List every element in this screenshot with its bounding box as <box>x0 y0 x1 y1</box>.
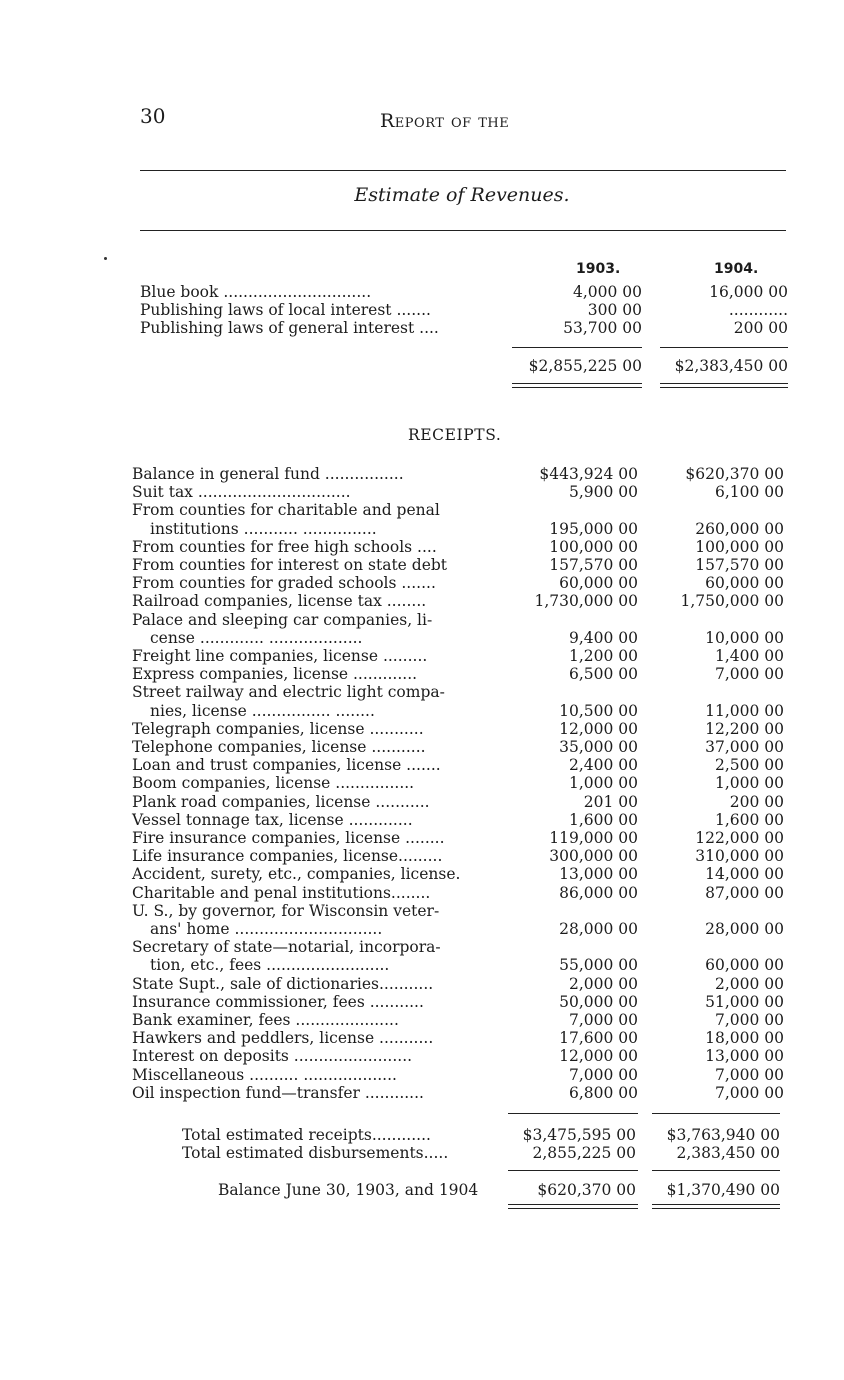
receipt-row-label: Palace and sleeping car companies, li- <box>132 610 433 629</box>
top-item-row-label: Publishing laws of local interest ....... <box>140 301 431 319</box>
receipt-row-label: Freight line companies, license ......... <box>132 647 428 665</box>
stray-mark <box>104 257 107 260</box>
total-row-value-1903: $3,475,595 00 <box>522 1126 636 1144</box>
receipt-row-value-1904: 7,000 00 <box>714 1011 784 1029</box>
receipt-row-value-1904: 51,000 00 <box>705 992 784 1011</box>
receipt-row-value-1903: 201 00 <box>583 792 638 811</box>
receipt-row <box>132 1011 784 1029</box>
receipt-row-value-1904: 11,000 00 <box>705 701 784 720</box>
receipt-row <box>132 902 784 920</box>
total-row <box>140 1144 780 1162</box>
receipt-row-label: Interest on deposits ........................ <box>132 1047 413 1066</box>
balance-1904: $1,370,490 00 <box>666 1181 780 1199</box>
receipt-row <box>132 1084 784 1102</box>
double-rule-final-1904-a <box>652 1204 780 1205</box>
top-item-row <box>140 301 788 319</box>
receipt-row-label: Vessel tonnage tax, license ............. <box>132 810 413 829</box>
receipt-row-label: State Supt., sale of dictionaries........... <box>132 974 434 993</box>
receipt-row-label: Miscellaneous .......... ................... <box>132 1065 397 1084</box>
receipt-row-value-1903: 86,000 00 <box>559 883 638 902</box>
receipt-row-value-1904: 7,000 00 <box>714 665 784 684</box>
top-item-row-value-1904: 200 00 <box>733 319 788 337</box>
receipt-row-value-1904: 60,000 00 <box>705 574 784 593</box>
page-number: 30 <box>140 104 166 128</box>
receipt-row-label: Plank road companies, license ........... <box>132 792 430 811</box>
top-item-row <box>140 283 788 301</box>
receipt-row <box>132 665 784 683</box>
receipt-row-value-1904: 7,000 00 <box>714 1065 784 1084</box>
receipt-row <box>132 847 784 865</box>
receipt-row-value-1904: 1,400 00 <box>714 647 784 665</box>
receipt-row <box>132 774 784 792</box>
receipt-row-value-1903: 157,570 00 <box>549 556 638 574</box>
receipt-row-label: Telegraph companies, license ........... <box>132 719 424 738</box>
receipt-row <box>132 538 784 556</box>
section-title: Estimate of Revenues. <box>354 184 570 206</box>
receipt-row <box>132 629 784 647</box>
receipt-row-value-1903: 10,500 00 <box>559 701 638 720</box>
total-row-value-1903: 2,855,225 00 <box>532 1144 636 1162</box>
receipt-row-label: ans' home .............................. <box>150 920 383 938</box>
double-rule-final-1903-a <box>508 1204 638 1205</box>
receipt-row-label: Insurance commissioner, fees ........... <box>132 992 424 1011</box>
receipt-row-label: Express companies, license ............. <box>132 665 418 684</box>
double-rule-1904-b <box>660 387 788 388</box>
receipt-row-value-1903: 1,200 00 <box>568 647 638 665</box>
receipt-row <box>132 793 784 811</box>
receipt-row-value-1903: 17,600 00 <box>559 1029 638 1048</box>
receipt-row-label: cense ............. ................... <box>150 628 363 647</box>
rule-receipts-1903 <box>508 1113 638 1114</box>
double-rule-1903-a <box>512 383 642 384</box>
receipt-row-label: Railroad companies, license tax ........ <box>132 592 427 611</box>
receipt-row-label: Charitable and penal institutions........ <box>132 883 431 902</box>
receipt-row-value-1904: 2,000 00 <box>714 974 784 993</box>
receipt-row-value-1903: 13,000 00 <box>559 865 638 884</box>
total-row <box>140 1126 780 1144</box>
receipt-row-label: From counties for charitable and penal <box>132 501 440 520</box>
receipt-row <box>132 920 784 938</box>
receipt-row <box>132 938 784 956</box>
balance-row <box>140 1181 780 1199</box>
top-item-row-value-1904: ............ <box>728 301 788 319</box>
receipt-row-value-1903: 50,000 00 <box>559 992 638 1011</box>
receipt-row <box>132 720 784 738</box>
receipt-row-value-1904: 1,600 00 <box>714 810 784 829</box>
top-total-row <box>140 357 788 375</box>
receipt-row <box>132 483 784 501</box>
receipt-row-value-1903: 1,600 00 <box>568 810 638 829</box>
top-item-row-value-1904: 16,000 00 <box>709 283 788 301</box>
receipt-row <box>132 592 784 610</box>
receipt-row-label: tion, etc., fees ......................... <box>150 956 390 975</box>
rule-receipts-1904 <box>652 1113 780 1114</box>
receipt-row-value-1904: 60,000 00 <box>705 956 784 975</box>
receipt-row-label: Secretary of state—notarial, incorpora- <box>132 938 441 957</box>
receipt-row-value-1903: 55,000 00 <box>559 956 638 975</box>
receipt-row-value-1904: 87,000 00 <box>705 883 784 902</box>
receipt-row-value-1904: 13,000 00 <box>705 1047 784 1066</box>
double-rule-1904-a <box>660 383 788 384</box>
receipt-row <box>132 956 784 974</box>
top-item-row-label: Publishing laws of general interest .... <box>140 319 439 337</box>
receipt-row-label: Bank examiner, fees ..................... <box>132 1011 399 1029</box>
receipt-row-value-1903: 1,730,000 00 <box>534 592 638 611</box>
rule-sum-1904 <box>660 347 788 348</box>
receipt-row-label: From counties for free high schools .... <box>132 537 437 556</box>
receipt-row-label: Loan and trust companies, license ....... <box>132 756 441 775</box>
top-item-row-label: Blue book .............................. <box>140 283 372 301</box>
top-item-row-value-1903: 4,000 00 <box>572 283 642 301</box>
receipt-row-value-1903: 6,800 00 <box>568 1083 638 1102</box>
receipt-row-label: Fire insurance companies, license ........ <box>132 829 445 847</box>
column-head-1904: 1904. <box>714 261 759 277</box>
double-rule-final-1903-b <box>508 1208 638 1209</box>
total-row-value-1904: 2,383,450 00 <box>676 1144 780 1162</box>
receipt-row-label: Oil inspection fund—transfer ............ <box>132 1083 424 1102</box>
column-head-1903: 1903. <box>576 261 621 277</box>
receipt-row <box>132 993 784 1011</box>
receipt-row <box>132 1029 784 1047</box>
receipt-row-value-1903: 12,000 00 <box>559 1047 638 1066</box>
double-rule-1903-b <box>512 387 642 388</box>
receipt-row-label: institutions ........... ............... <box>150 519 377 538</box>
receipt-row-value-1904: 1,750,000 00 <box>680 592 784 611</box>
receipt-row-value-1903: 2,000 00 <box>568 974 638 993</box>
receipt-row-label: Life insurance companies, license......... <box>132 847 443 866</box>
receipt-row-label: Telephone companies, license ........... <box>132 738 426 756</box>
receipt-row-value-1903: 7,000 00 <box>568 1011 638 1029</box>
receipt-row-value-1903: $443,924 00 <box>539 465 638 483</box>
receipt-row <box>132 501 784 519</box>
rule-sum-1903 <box>512 347 642 348</box>
receipt-row <box>132 829 784 847</box>
receipt-row-value-1903: 1,000 00 <box>568 774 638 793</box>
receipt-row-label: Accident, surety, etc., companies, license. <box>132 865 461 884</box>
rule-totals-1904 <box>652 1170 780 1171</box>
receipt-row <box>132 556 784 574</box>
receipt-row <box>132 574 784 592</box>
receipt-row-label: Boom companies, license ................ <box>132 774 415 793</box>
receipt-row <box>132 975 784 993</box>
receipt-row-value-1903: 2,400 00 <box>568 756 638 775</box>
top-total-1903: $2,855,225 00 <box>528 357 642 375</box>
receipt-row-value-1904: 122,000 00 <box>695 829 784 847</box>
receipt-row-value-1904: $620,370 00 <box>685 465 784 483</box>
receipt-row-label: U. S., by governor, for Wisconsin veter- <box>132 901 440 920</box>
receipt-row-value-1903: 12,000 00 <box>559 719 638 738</box>
rule-top <box>140 170 786 171</box>
receipt-row-value-1903: 6,500 00 <box>568 665 638 684</box>
receipt-row-value-1904: 37,000 00 <box>705 738 784 756</box>
receipt-row-value-1904: 28,000 00 <box>705 920 784 938</box>
receipt-row <box>132 811 784 829</box>
receipt-row-value-1903: 9,400 00 <box>568 628 638 647</box>
receipt-row-value-1903: 119,000 00 <box>549 829 638 847</box>
receipt-row <box>132 520 784 538</box>
receipt-row-value-1903: 5,900 00 <box>568 483 638 502</box>
receipt-row <box>132 865 784 883</box>
double-rule-final-1904-b <box>652 1208 780 1209</box>
receipt-row-value-1904: 260,000 00 <box>695 519 784 538</box>
receipt-row <box>132 702 784 720</box>
receipt-row <box>132 884 784 902</box>
receipt-row <box>132 683 784 701</box>
receipt-row-label: Balance in general fund ................ <box>132 465 404 483</box>
receipt-row-label: Hawkers and peddlers, license ........... <box>132 1029 434 1048</box>
receipt-row-value-1904: 7,000 00 <box>714 1083 784 1102</box>
receipt-row-value-1904: 14,000 00 <box>705 865 784 884</box>
receipt-row-value-1903: 195,000 00 <box>549 519 638 538</box>
receipt-row <box>132 611 784 629</box>
receipt-row-label: Suit tax ............................... <box>132 483 351 502</box>
receipt-row-value-1904: 18,000 00 <box>705 1029 784 1048</box>
top-item-row-value-1903: 300 00 <box>587 301 642 319</box>
total-row-label: Total estimated disbursements..... <box>182 1144 449 1162</box>
receipt-row-value-1904: 1,000 00 <box>714 774 784 793</box>
rule-under-title <box>140 230 786 231</box>
receipt-row-value-1903: 300,000 00 <box>549 847 638 866</box>
top-total-1904: $2,383,450 00 <box>674 357 788 375</box>
receipt-row <box>132 738 784 756</box>
receipt-row-value-1903: 28,000 00 <box>559 920 638 938</box>
top-item-row <box>140 319 788 337</box>
receipt-row-label: From counties for interest on state debt <box>132 556 448 574</box>
top-item-row-value-1903: 53,700 00 <box>563 319 642 337</box>
receipt-row-value-1904: 100,000 00 <box>695 537 784 556</box>
balance-1903: $620,370 00 <box>537 1181 636 1199</box>
receipt-row-label: From counties for graded schools ....... <box>132 574 436 593</box>
receipt-row-label: nies, license ................ ........ <box>150 701 375 720</box>
receipt-row-value-1903: 7,000 00 <box>568 1065 638 1084</box>
balance-label: Balance June 30, 1903, and 1904 <box>218 1181 479 1199</box>
receipt-row-value-1904: 200 00 <box>729 792 784 811</box>
total-row-label: Total estimated receipts............ <box>182 1126 431 1144</box>
receipt-row-value-1903: 60,000 00 <box>559 574 638 593</box>
receipt-row-value-1904: 10,000 00 <box>705 628 784 647</box>
running-head: Report of the <box>380 110 510 132</box>
receipt-row-value-1904: 310,000 00 <box>695 847 784 866</box>
receipt-row-value-1904: 157,570 00 <box>695 556 784 574</box>
receipt-row-value-1904: 12,200 00 <box>705 719 784 738</box>
receipt-row-value-1903: 100,000 00 <box>549 537 638 556</box>
receipt-row-value-1904: 6,100 00 <box>714 483 784 502</box>
receipt-row-value-1903: 35,000 00 <box>559 738 638 756</box>
total-row-value-1904: $3,763,940 00 <box>666 1126 780 1144</box>
rule-totals-1903 <box>508 1170 638 1171</box>
receipt-row <box>132 647 784 665</box>
receipt-row <box>132 1066 784 1084</box>
receipt-row <box>132 465 784 483</box>
receipt-row-label: Street railway and electric light compa- <box>132 683 445 702</box>
receipt-row <box>132 1047 784 1065</box>
receipt-row-value-1904: 2,500 00 <box>714 756 784 775</box>
receipts-heading: RECEIPTS. <box>408 426 502 444</box>
receipt-row <box>132 756 784 774</box>
